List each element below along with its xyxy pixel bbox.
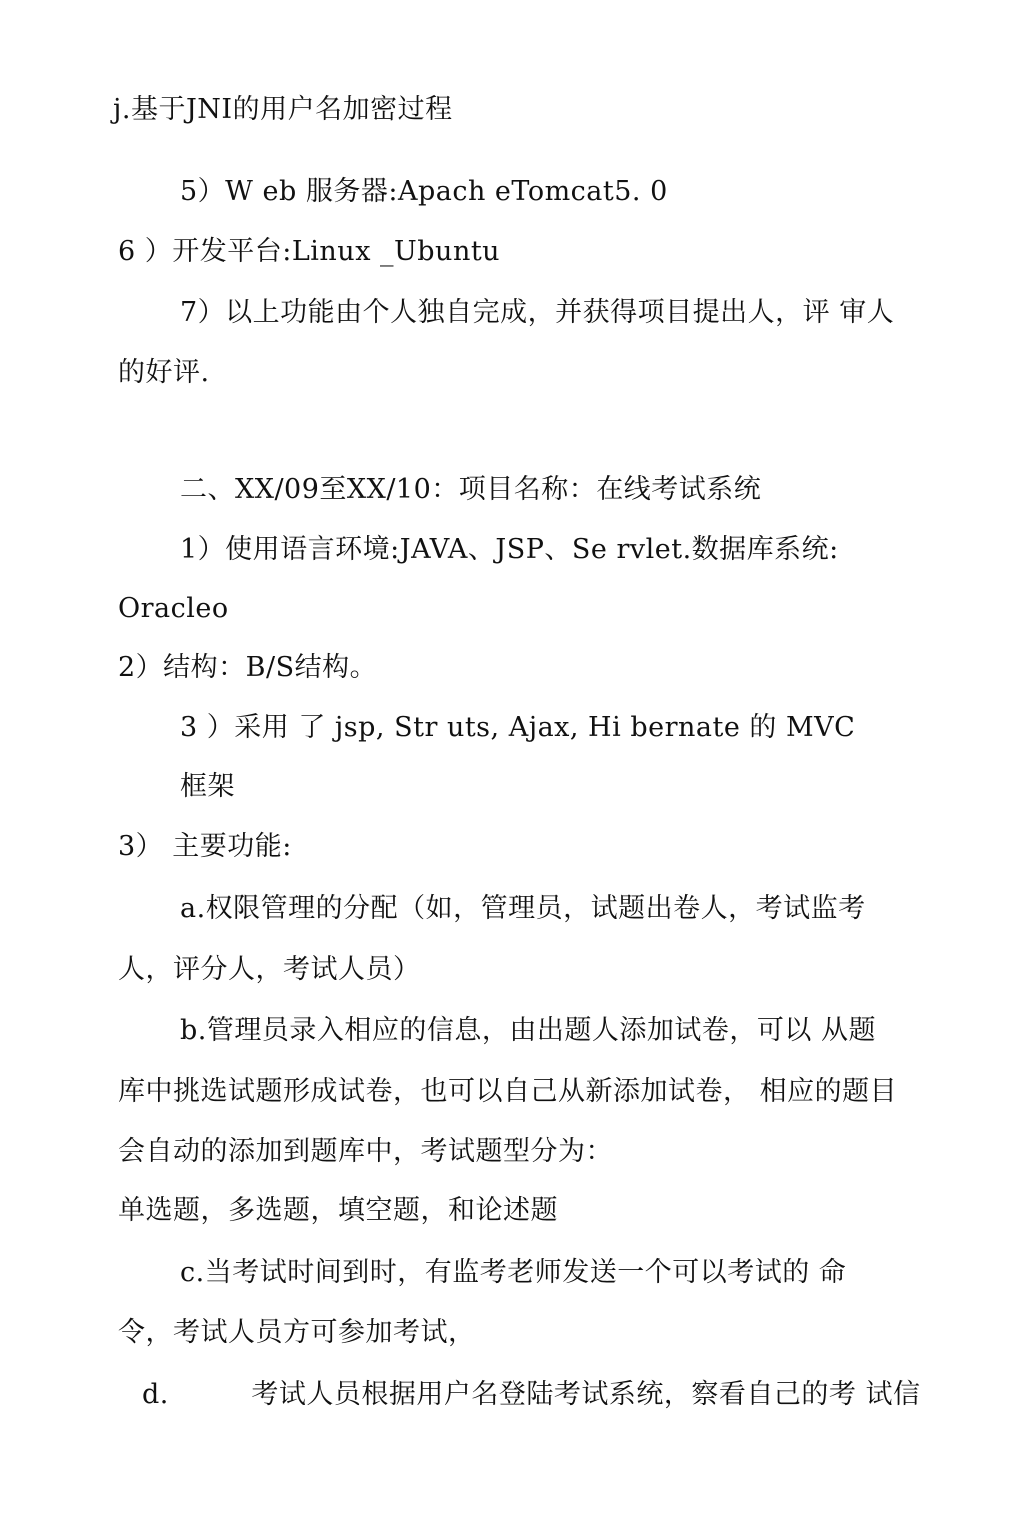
text-line: 人，评分人，考试人员）	[118, 954, 421, 985]
text-line: 令，考试人员方可参加考试，	[118, 1317, 476, 1348]
text-line: 5）W eb 服务器:Apach eTomcat5. 0	[180, 176, 668, 207]
text-line: 3） 主要功能:	[118, 831, 292, 862]
text-line: 3 ）采用 了 jsp, Str uts, Ajax, Hi bernate 的 MVC	[180, 712, 856, 743]
text-line: 库中挑选试题形成试卷，也可以自己从新添加试卷， 相应的题目	[118, 1076, 898, 1107]
text-line: 7）以上功能由个人独自完成，并获得项目提出人，评 审人	[180, 297, 895, 328]
text-line: 6 ）开发平台:Linux _Ubuntu	[118, 236, 501, 267]
text-line: c.当考试时间到时，有监考老师发送一个可以考试的 命	[180, 1257, 847, 1288]
text-line: b.管理员录入相应的信息，由出题人添加试卷，可以 从题	[180, 1015, 876, 1046]
text-line: 会自动的添加到题库中，考试题型分为：	[118, 1136, 613, 1167]
text-line: 框架	[180, 771, 235, 802]
text-line: d. 考试人员根据用户名登陆考试系统，察看自己的考 试信	[142, 1379, 921, 1410]
text-line: 2）结构：B/S结构。	[118, 652, 378, 683]
text-line: 的好评.	[118, 357, 210, 388]
text-line: 单选题，多选题，填空题，和论述题	[118, 1195, 558, 1226]
section-heading: 二、XX/09至XX/10：项目名称：在线考试系统	[180, 474, 762, 505]
text-line: a.权限管理的分配（如，管理员，试题出卷人，考试监考	[180, 893, 866, 924]
text-line: Oracleo	[118, 593, 229, 624]
text-line: j.基于JNI的用户名加密过程	[113, 94, 453, 125]
text-line: 1）使用语言环境:JAVA、JSP、Se rvlet.数据库系统:	[180, 534, 839, 565]
